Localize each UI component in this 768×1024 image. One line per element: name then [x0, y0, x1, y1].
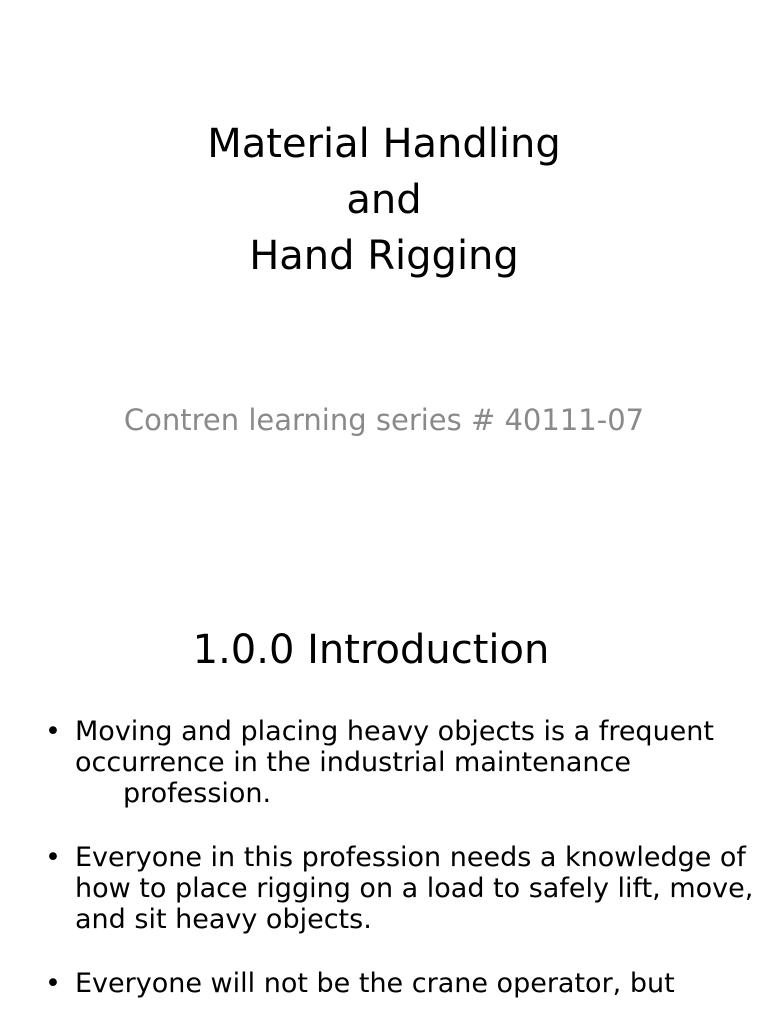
bullet-text-line: occurrence in the industrial maintenance: [75, 747, 631, 778]
bullet-dot-icon: •: [45, 968, 61, 999]
title-line-2: and: [346, 177, 422, 223]
bullet-dot-icon: •: [45, 716, 61, 747]
bullet-list: [40, 716, 754, 1024]
bullet-text-line: Everyone in this profession needs a knowledge of: [75, 842, 746, 873]
bullet-text-line: Moving and placing heavy objects is a frequent: [75, 716, 714, 747]
bullet-dot-icon: •: [45, 842, 61, 873]
title-line-3: Hand Rigging: [249, 233, 519, 279]
bullet-item: [40, 716, 730, 809]
title-line-1: Material Handling: [207, 121, 561, 167]
bullet-item: [40, 968, 730, 999]
bullet-text-line: and sit heavy objects.: [75, 904, 372, 935]
subtitle: Contren learning series # 40111-07: [123, 403, 645, 437]
bullet-text-line: how to place rigging on a load to safely lift, move,: [75, 873, 754, 904]
slide-heading: 1.0.0 Introduction: [192, 627, 550, 673]
bullet-text-line: Everyone will not be the crane operator, but: [75, 968, 675, 999]
bullet-item: [40, 842, 754, 935]
introduction-slide: [0, 576, 768, 1024]
bullet-text-line: profession.: [123, 778, 272, 809]
